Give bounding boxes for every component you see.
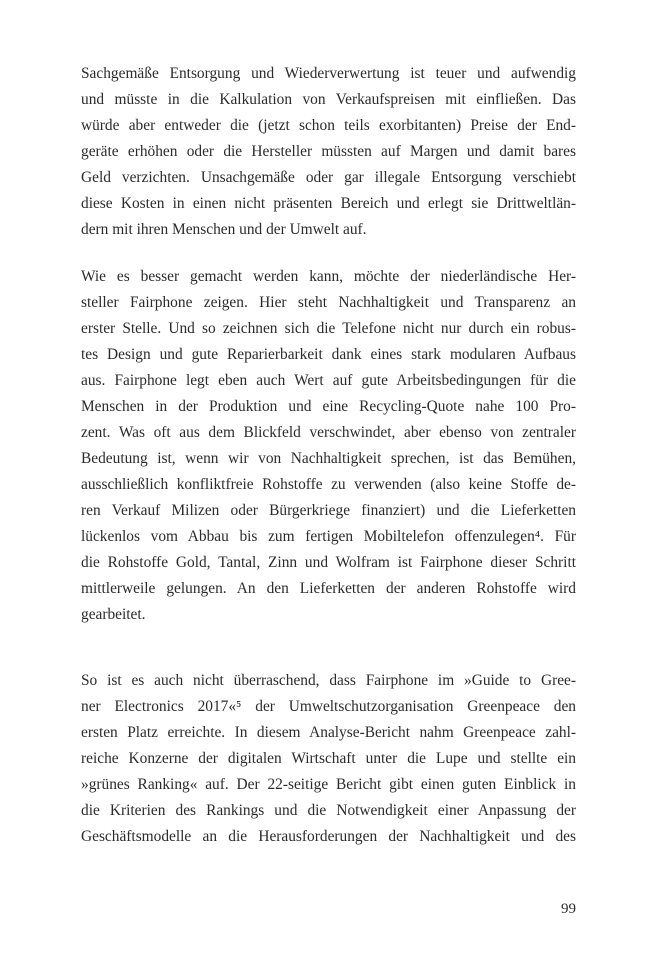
text-line: diese Kosten in einen nicht präsenten Bereich und erlegt sie Drittweltlän-: [81, 195, 576, 212]
text-line: steller Fairphone zeigen. Hier steht Nachhaltigkeit und Transparenz an: [81, 294, 576, 311]
text-line: erster Stelle. Und so zeichnen sich die Telefone nicht nur durch ein robus-: [81, 320, 576, 337]
text-line: reiche Konzerne der digitalen Wirtschaft unter die Lupe und stellte ein: [81, 750, 576, 767]
paragraph-2: [81, 264, 576, 628]
text-line: »grünes Ranking« auf. Der 22-seitige Bericht gibt einen guten Einblick in: [81, 776, 576, 793]
text-line: dern mit ihren Menschen und der Umwelt auf.: [81, 221, 367, 238]
text-line: mittlerweile gelungen. An den Lieferketten der anderen Rohstoffe wird: [81, 580, 576, 597]
text-line: Sachgemäße Entsorgung und Wiederverwertung ist teuer und aufwendig: [81, 65, 576, 82]
text-line: zent. Was oft aus dem Blickfeld verschwindet, aber ebenso von zentraler: [81, 424, 576, 441]
text-line: ersten Platz erreichte. In diesem Analyse-Bericht nahm Greenpeace zahl-: [81, 724, 576, 741]
text-line: Geld verzichten. Unsachgemäße oder gar illegale Entsorgung verschiebt: [81, 169, 576, 186]
text-line: Geschäftsmodelle an die Herausforderungen der Nachhaltigkeit und des: [81, 828, 576, 845]
paragraph-1: [81, 61, 576, 243]
text-line: die Rohstoffe Gold, Tantal, Zinn und Wolfram ist Fairphone dieser Schritt: [81, 554, 576, 571]
text-line: lückenlos vom Abbau bis zum fertigen Mobiltelefon offenzulegen⁴. Für: [81, 528, 576, 545]
page-number: 99: [561, 901, 576, 917]
text-line: So ist es auch nicht überraschend, dass Fairphone im »Guide to Gree-: [81, 672, 576, 689]
paragraph-3: [81, 668, 576, 850]
text-line: aus. Fairphone legt eben auch Wert auf gute Arbeitsbedingungen für die: [81, 372, 576, 389]
text-line: die Kriterien des Rankings und die Notwendigkeit einer Anpassung der: [81, 802, 576, 819]
text-line: ren Verkauf Milizen oder Bürgerkriege finanziert) und die Lieferketten: [81, 502, 576, 519]
text-line: geräte erhöhen oder die Hersteller müssten auf Margen und damit bares: [81, 143, 576, 160]
text-line: Bedeutung ist, wenn wir von Nachhaltigkeit sprechen, ist das Bemühen,: [81, 450, 576, 467]
text-line: würde aber entweder die (jetzt schon teils exorbitanten) Preise der End-: [81, 117, 576, 134]
text-line: ausschließlich konfliktfreie Rohstoffe zu verwenden (also keine Stoffe de-: [81, 476, 576, 493]
text-line: und müsste in die Kalkulation von Verkaufspreisen mit einfließen. Das: [81, 91, 576, 108]
text-line: gearbeitet.: [81, 606, 146, 623]
text-line: Wie es besser gemacht werden kann, möchte der niederländische Her-: [81, 268, 576, 285]
text-line: Menschen in der Produktion und eine Recycling-Quote nahe 100 Pro-: [81, 398, 576, 415]
text-line: ner Electronics 2017«⁵ der Umweltschutzorganisation Greenpeace den: [81, 698, 576, 715]
text-line: tes Design und gute Reparierbarkeit dank eines stark modularen Aufbaus: [81, 346, 576, 363]
